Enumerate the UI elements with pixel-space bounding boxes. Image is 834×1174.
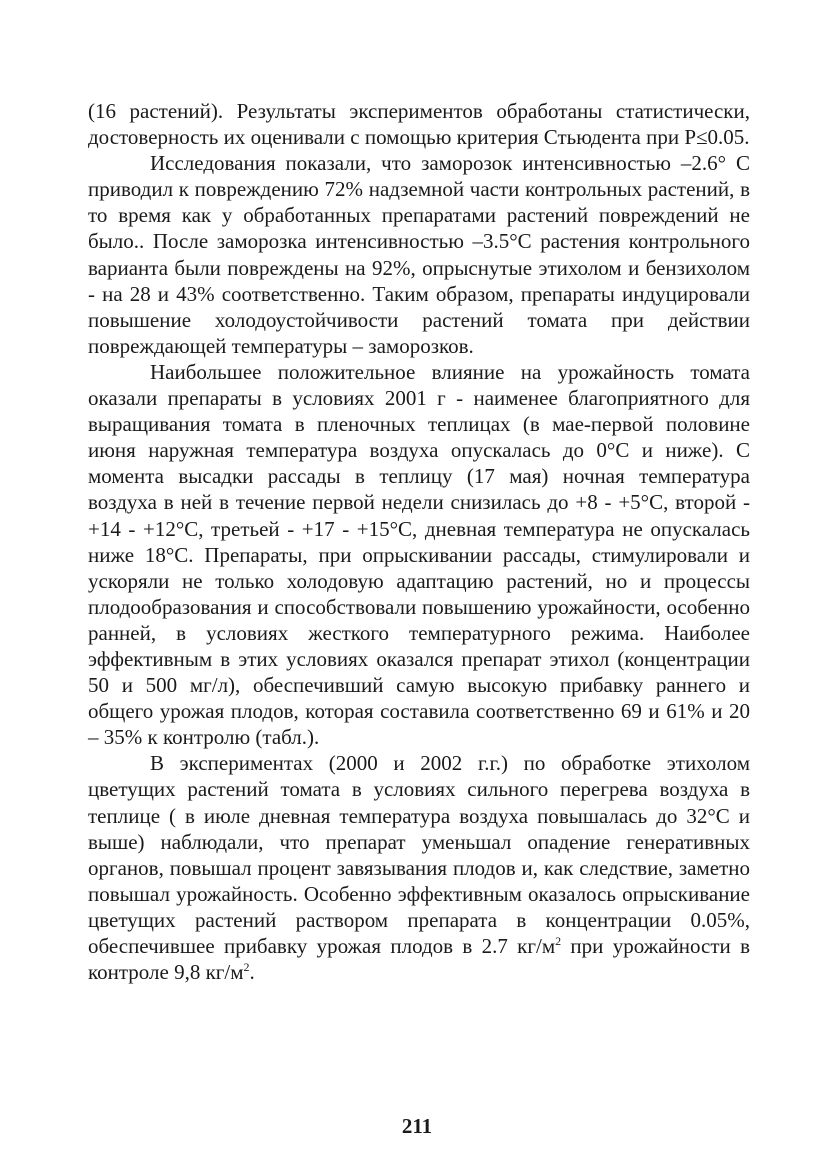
page-number: 211 (401, 1114, 433, 1138)
paragraph-text-part: . (249, 960, 255, 985)
superscript: 2 (243, 960, 250, 975)
paragraph-overheating-experiments (88, 750, 750, 985)
paragraph-continuation: (16 растений). Результаты экспериментов обработаны статистически, достоверность их оценивали с помощью критерия Стьюдента при Р≤0.05. (88, 99, 750, 150)
body-text (88, 98, 750, 985)
superscript: 2 (555, 934, 562, 948)
paragraph-frost-results: Исследования показали, что заморозок интенсивностью –2.6° С приводил к повреждению 72% надземной части контрольных растений, в то время как у обработанных препаратами растений повреждений не было.. После заморозка интенсивностью –3.5°С растения контрольного варианта были повреждены на 92%, опрыснутые этихолом и бензихолом - на 28 и 43% соответственно. Таким образом, препараты индуцировали повышение холодоустойчивости растений томата при действии повреждающей температуры – заморозков. (88, 151, 750, 358)
paragraph-text-part: В экспериментах (2000 и 2002 г.г.) по обработке этихолом цветущих растений томата в условиях сильного перегрева воздуха в теплице ( в июле дневная температура воздуха повышалась до 32°С и выше) наблюдали, что препарат уменьшал опадение генеративных органов, повышал процент завязывания плодов и, как следствие, заметно повышал урожайность. Особенно эффективным оказалось опрыскивание цветущих растений раствором препарата в концентрации 0.05%, обеспечившее прибавку урожая плодов в 2.7 кг/м (88, 751, 750, 958)
paragraph-yield-2001: Наибольшее положительное влияние на урожайность томата оказали препараты в условиях 2001 г - наименее благоприятного для выращивания томата в пленочных теплицах (в мае-первой половине июня наружная температура воздуха опускалась до 0°С и ниже). С момента высадки рассады в теплицу (17 мая) ночная температура воздуха в ней в течение первой недели снизилась до +8 - +5°С, второй - +14 - +12°С, третьей - +17 - +15°С, дневная температура не опускалась ниже 18°С. Препараты, при опрыскивании рассады, стимулировали и ускоряли не только холодовую адаптацию растений, но и процессы плодообразования и способствовали повышению урожайности, особенно ранней, в условиях жесткого температурного режима. Наиболее эффективным в этих условиях оказался препарат этихол (концентрации 50 и 500 мг/л), обеспечивший самую высокую прибавку раннего и общего урожая плодов, которая составила соответственно 69 и 61% и 20 – 35% к контролю (табл.). (88, 359, 750, 750)
paragraph-text-part: при урожайности в контроле 9,8 кг/м (88, 934, 750, 985)
